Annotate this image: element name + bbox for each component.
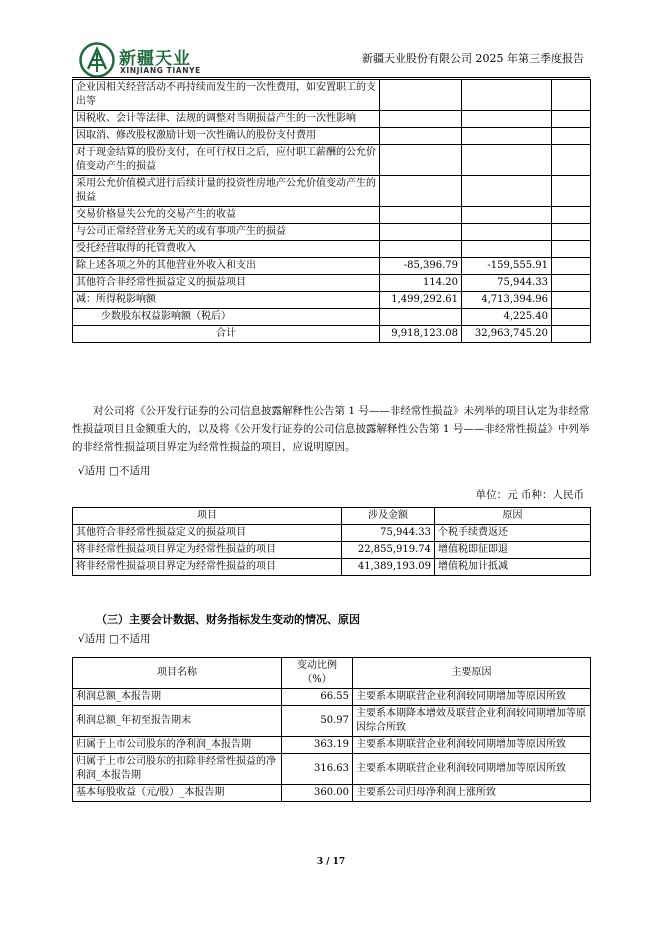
indicator-change-table — [72, 657, 591, 802]
item-cell: 受托经营取得的托管费收入 — [73, 241, 380, 258]
ytd-cell — [462, 207, 552, 224]
current-period-cell — [380, 128, 462, 145]
item-name-cell: 利润总额_年初至报告期末 — [73, 706, 282, 737]
column-header-item-name: 项目名称 — [73, 658, 282, 689]
change-ratio-cell: 50.97 — [282, 706, 353, 737]
explanation-paragraph: 对公司将《公开发行证券的公司信息披露解释性公告第 1 号——非经常性损益》未列举的项目认定为非经常性损益项目且金额重大的，以及将《公开发行证券的公司信息披露解释性公告第 1 号——非经常性损益》中列举的非经常性损益项目界定为经常性损益的项目，应说明原因。 — [72, 405, 590, 453]
change-ratio-cell: 363.19 — [282, 737, 353, 754]
amount-cell: 75,944.33 — [342, 525, 435, 542]
current-period-cell — [380, 176, 462, 207]
table-row — [73, 559, 591, 576]
main-reason-cell: 主要系本期联营企业利润较同期增加等原因所致 — [353, 754, 591, 785]
main-reason-cell: 主要系公司归母净利润上涨所致 — [353, 785, 591, 802]
note-cell — [552, 145, 591, 176]
ytd-cell — [462, 145, 552, 176]
item-cell: 与公司正常经营业务无关的或有事项产生的损益 — [73, 224, 380, 241]
reason-cell: 增值税即征即退 — [435, 542, 591, 559]
column-header-item: 项目 — [73, 508, 342, 525]
change-ratio-cell: 360.00 — [282, 785, 353, 802]
note-cell — [552, 80, 591, 111]
current-period-cell: 1,499,292.61 — [380, 292, 462, 309]
logo-emblem-icon — [79, 42, 115, 78]
item-cell: 企业因相关经营活动不再持续而发生的一次性费用，如安置职工的支出等 — [73, 80, 380, 111]
item-cell: 少数股东权益影响额（税后） — [73, 309, 380, 326]
note-cell — [552, 292, 591, 309]
table-row — [73, 275, 591, 292]
current-period-cell — [380, 207, 462, 224]
table-row — [73, 128, 591, 145]
item-cell: 其他符合非经常性损益定义的损益项目 — [73, 275, 380, 292]
column-header-main-reason: 主要原因 — [353, 658, 591, 689]
reason-cell: 个税手续费返还 — [435, 525, 591, 542]
ytd-cell: 4,225.40 — [462, 309, 552, 326]
table-row — [73, 111, 591, 128]
table-row — [73, 542, 591, 559]
change-ratio-cell: 316.63 — [282, 754, 353, 785]
table-row — [73, 292, 591, 309]
item-cell: 因税收、会计等法律、法规的调整对当期损益产生的一次性影响 — [73, 111, 380, 128]
table-row — [73, 785, 591, 802]
amount-cell: 22,855,919.74 — [342, 542, 435, 559]
note-cell — [552, 128, 591, 145]
change-ratio-cell: 66.55 — [282, 689, 353, 706]
item-cell: 其他符合非经常性损益定义的损益项目 — [73, 525, 342, 542]
item-cell: 除上述各项之外的其他营业外收入和支出 — [73, 258, 380, 275]
header-divider — [72, 77, 590, 78]
table-row — [73, 241, 591, 258]
ytd-cell — [462, 176, 552, 207]
page-number: 3 / 17 — [316, 857, 346, 867]
table-row — [73, 754, 591, 785]
ytd-cell — [462, 224, 552, 241]
ytd-cell — [462, 80, 552, 111]
current-period-cell: 114.20 — [380, 275, 462, 292]
item-cell: 因取消、修改股权激励计划一次性确认的股份支付费用 — [73, 128, 380, 145]
table-row — [73, 207, 591, 224]
column-header-amount: 涉及金额 — [342, 508, 435, 525]
ytd-cell: -159,555.91 — [462, 258, 552, 275]
ytd-cell: 4,713,394.96 — [462, 292, 552, 309]
table-row — [73, 309, 591, 326]
table-row — [73, 737, 591, 754]
item-cell: 将非经常性损益项目界定为经常性损益的项目 — [73, 542, 342, 559]
column-header-change-ratio: 变动比例（%） — [282, 658, 353, 689]
item-cell: 对于现金结算的股份支付，在可行权日之后，应付职工薪酬的公允价值变动产生的损益 — [73, 145, 380, 176]
total-note-cell — [552, 326, 591, 343]
current-period-cell — [380, 309, 462, 326]
total-current-cell: 9,918,123.08 — [380, 326, 462, 343]
table-row — [73, 258, 591, 275]
ytd-cell: 75,944.33 — [462, 275, 552, 292]
item-name-cell: 基本每股收益（元/股）_本报告期 — [73, 785, 282, 802]
logo-english-name: XINJIANG TIANYE — [120, 66, 201, 75]
currency-units: 单位：元 币种：人民币 — [475, 489, 584, 501]
note-cell — [552, 224, 591, 241]
non-recurring-items-table — [72, 79, 591, 343]
applicability-indicator-2: √适用 □不适用 — [78, 633, 151, 645]
table-row — [73, 224, 591, 241]
current-period-cell — [380, 241, 462, 258]
total-ytd-cell: 32,963,745.20 — [462, 326, 552, 343]
current-period-cell — [380, 111, 462, 128]
table-row — [73, 706, 591, 737]
item-name-cell: 归属于上市公司股东的扣除非经常性损益的净利润_本报告期 — [73, 754, 282, 785]
note-cell — [552, 207, 591, 224]
reclassified-items-table — [72, 507, 591, 576]
company-logo — [79, 42, 229, 82]
report-title: 新疆天业股份有限公司 2025 年第三季度报告 — [362, 52, 584, 65]
table-row — [73, 145, 591, 176]
ytd-cell — [462, 241, 552, 258]
applicability-indicator: √适用 □不适用 — [78, 465, 151, 477]
reason-cell: 增值税加计抵减 — [435, 559, 591, 576]
item-cell: 将非经常性损益项目界定为经常性损益的项目 — [73, 559, 342, 576]
current-period-cell — [380, 80, 462, 111]
note-cell — [552, 111, 591, 128]
amount-cell: 41,389,193.09 — [342, 559, 435, 576]
item-cell: 采用公允价值模式进行后续计量的投资性房地产公允价值变动产生的损益 — [73, 176, 380, 207]
table-row — [73, 689, 591, 706]
note-cell — [552, 241, 591, 258]
table-row — [73, 80, 591, 111]
item-cell: 减：所得税影响额 — [73, 292, 380, 309]
main-reason-cell: 主要系本期联营企业利润较同期增加等原因所致 — [353, 737, 591, 754]
section-heading: （三）主要会计数据、财务指标发生变动的情况、原因 — [96, 613, 360, 626]
note-cell — [552, 275, 591, 292]
current-period-cell — [380, 224, 462, 241]
ytd-cell — [462, 128, 552, 145]
table-row — [73, 525, 591, 542]
item-name-cell: 归属于上市公司股东的净利润_本报告期 — [73, 737, 282, 754]
ytd-cell — [462, 111, 552, 128]
item-cell: 交易价格显失公允的交易产生的收益 — [73, 207, 380, 224]
note-cell — [552, 176, 591, 207]
item-name-cell: 利润总额_本报告期 — [73, 689, 282, 706]
total-row — [73, 326, 591, 343]
main-reason-cell: 主要系本期降本增效及联营企业利润较同期增加等原因综合所致 — [353, 706, 591, 737]
logo-chinese-name: 新疆天业 — [119, 49, 191, 69]
total-label: 合计 — [73, 326, 380, 343]
note-cell — [552, 258, 591, 275]
column-header-reason: 原因 — [435, 508, 591, 525]
table-row — [73, 176, 591, 207]
note-cell — [552, 309, 591, 326]
current-period-cell: -85,396.79 — [380, 258, 462, 275]
main-reason-cell: 主要系本期联营企业利润较同期增加等原因所致 — [353, 689, 591, 706]
current-period-cell — [380, 145, 462, 176]
